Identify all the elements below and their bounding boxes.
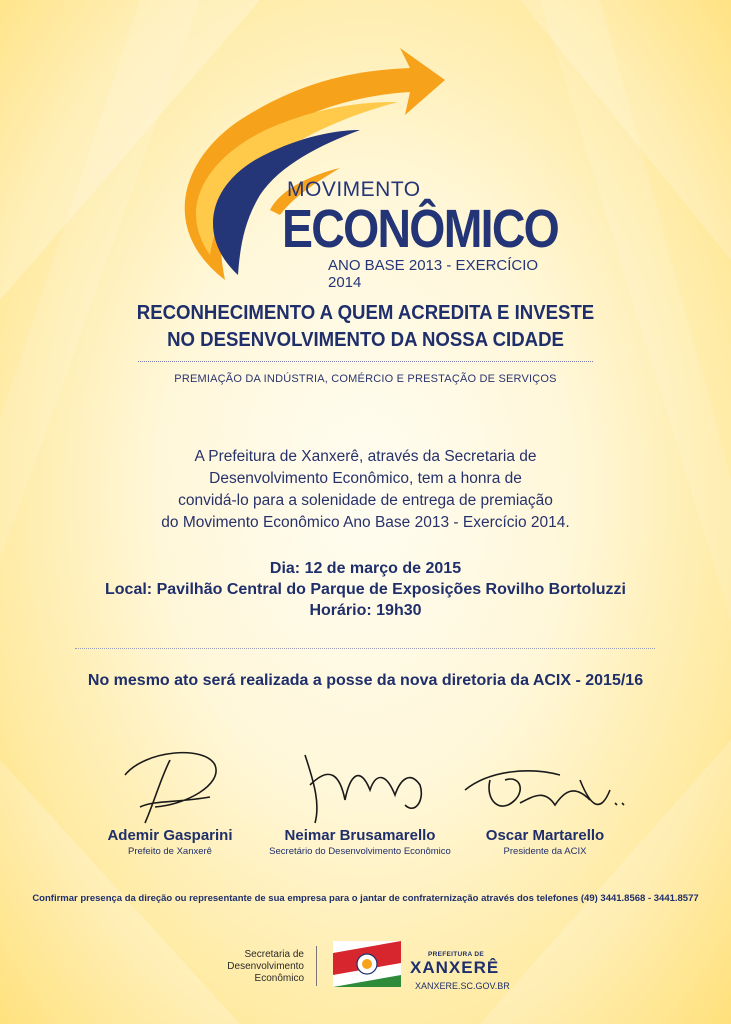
footer-divider [316,946,317,986]
signatory-name: Oscar Martarello [485,827,605,844]
signatory-role: Prefeito de Xanxerê [128,846,212,857]
event-details [0,558,731,621]
divider [75,648,655,649]
event-place: Local: Pavilhão Central do Parque de Exposições Rovilho Bortoluzzi [105,581,626,598]
signatory-role: Secretário do Desenvolvimento Econômico [269,846,451,857]
secretaria-line: Desenvolvimento [227,961,304,972]
headline-line-1: RECONHECIMENTO A QUEM ACREDITA E INVESTE [136,302,595,324]
signatory-3 [455,745,635,857]
divider [138,361,593,362]
event-date: Dia: 12 de março de 2015 [269,560,462,577]
signatory-1 [95,745,245,857]
invitation-line: convidá-lo para a solenidade de entrega de premiação [178,492,553,509]
rsvp-note: Confirmar presença da direção ou representante de sua empresa para o jantar de confraternização através dos telefones (49) 3441.8568 - 3441.8577 [32,893,699,904]
secretaria-line: Secretaria de [244,949,304,960]
signatory-role: Presidente da ACIX [503,846,587,857]
city-website[interactable]: XANXERE.SC.GOV.BR [415,981,510,991]
logo-ano-base-text: ANO BASE 2013 - EXERCÍCIO 2014 [328,257,539,291]
headline [26,300,706,354]
signatory-name: Ademir Gasparini [107,827,233,844]
signatory-2 [265,745,455,857]
prefeitura-label: PREFEITURA DE [428,951,485,958]
secretaria-logo [222,949,304,985]
signature-1-icon [115,745,225,827]
invitation-text [0,446,731,534]
signature-2-icon [285,745,435,827]
posse-notice: No mesmo ato será realizada a posse da nova diretoria da ACIX - 2015/16 [87,672,644,689]
signatory-name: Neimar Brusamarello [284,827,436,844]
headline-line-2: NO DESENVOLVIMENTO DA NOSSA CIDADE [167,329,564,351]
invitation-line: do Movimento Econômico Ano Base 2013 - Exercício 2014. [161,514,570,531]
logo-movimento-text: MOVIMENTO [287,178,421,201]
subheading: PREMIAÇÃO DA INDÚSTRIA, COMÉRCIO E PRESTAÇÃO DE SERVIÇOS [174,373,557,385]
secretaria-line: Econômico [254,973,304,984]
event-time: Horário: 19h30 [309,602,422,619]
city-name: XANXERÊ [410,958,500,977]
invitation-line: Desenvolvimento Econômico, tem a honra de [209,470,522,487]
logo-economico-text: ECONÔMICO [282,199,559,259]
signature-3-icon [460,745,630,827]
movimento-economico-logo [170,40,570,290]
xanxere-flag-icon [333,941,401,987]
invitation-line: A Prefeitura de Xanxerê, através da Secretaria de [194,448,537,465]
